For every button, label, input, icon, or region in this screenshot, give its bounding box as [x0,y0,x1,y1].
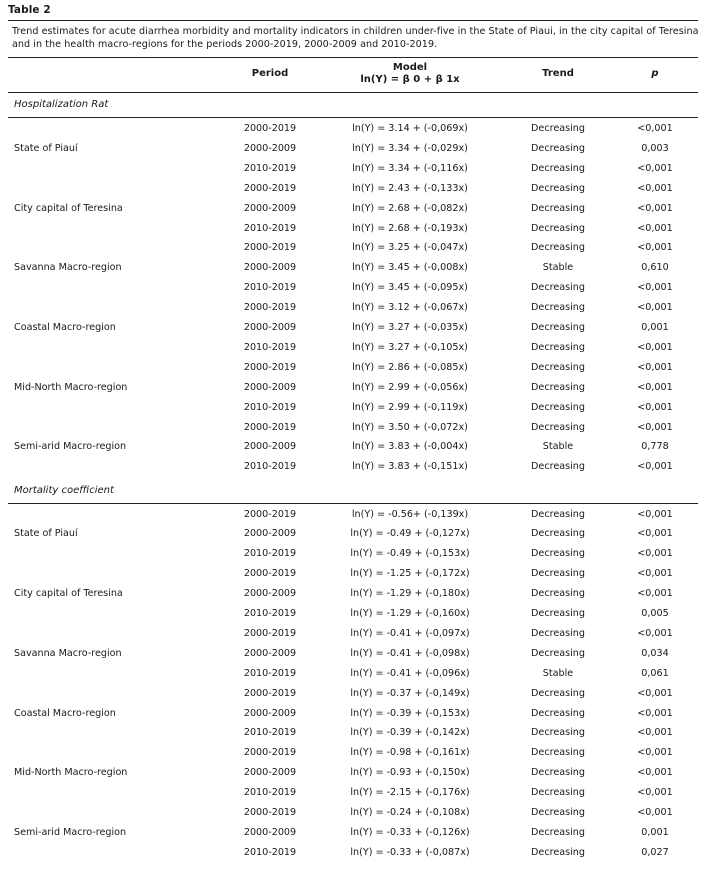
trend-cell: Decreasing [531,282,585,294]
trend-cell: Decreasing [531,222,585,234]
period-cell: 2000-2019 [243,421,297,433]
trend-cell: Decreasing [531,647,585,659]
p-value-cell: 0,778 [641,441,669,453]
trend-cell: Decreasing [531,202,585,214]
header-trend: Trend [542,68,574,79]
p-value-cell: <0,001 [637,381,673,393]
model-cell: ln(Y) = 3.12 + (-0,067x) [352,302,468,314]
p-value-cell: 0,001 [641,826,669,838]
trend-cell: Decreasing [531,242,585,254]
header-bottom-rule [8,92,698,93]
p-value-cell: 0,034 [641,647,669,659]
p-value-cell: <0,001 [637,302,673,314]
region-label: State of Piauí [14,528,78,540]
table-label: Table 2 [8,4,51,16]
model-cell: ln(Y) = 2.99 + (-0,119x) [352,401,468,413]
p-value-cell: <0,001 [637,767,673,779]
model-cell: ln(Y) = 3.83 + (-0,004x) [352,441,468,453]
model-cell: ln(Y) = -1.29 + (-0,180x) [350,588,470,600]
table-row [0,684,706,704]
model-cell: ln(Y) = 3.27 + (-0,035x) [352,322,468,333]
model-cell: ln(Y) = -1.25 + (-0,172x) [350,568,470,580]
trend-cell: Decreasing [531,588,585,600]
model-cell: ln(Y) = -0.33 + (-0,126x) [350,826,470,838]
period-cell: 2000-2009 [243,381,297,393]
model-cell: ln(Y) = -0.98 + (-0,161x) [350,747,470,759]
model-cell: ln(Y) = -0.56+ (-0,139x) [351,508,469,520]
trend-cell: Decreasing [531,608,585,619]
table-row [0,624,706,644]
trend-cell: Decreasing [531,826,585,838]
model-cell: ln(Y) = 2.68 + (-0,193x) [352,222,468,234]
trend-cell: Decreasing [531,322,585,333]
region-label: City capital of Teresina [14,202,123,214]
p-value-cell: 0,005 [641,608,669,619]
trend-cell: Decreasing [531,627,585,639]
model-cell: ln(Y) = 3.83 + (-0,151x) [352,461,468,473]
model-cell: ln(Y) = 3.45 + (-0,008x) [352,262,468,274]
trend-cell: Decreasing [531,182,585,194]
trend-cell: Decreasing [531,787,585,799]
trend-cell: Decreasing [531,548,585,560]
model-cell: ln(Y) = 3.45 + (-0,095x) [352,282,468,294]
trend-cell: Decreasing [531,707,585,719]
trend-cell: Decreasing [531,341,585,353]
table-row [0,743,706,763]
table-row [0,278,706,298]
region-label: State of Piauí [14,142,78,154]
table-row [0,584,706,604]
p-value-cell: <0,001 [637,222,673,234]
p-value-cell: <0,001 [637,282,673,294]
period-cell: 2000-2009 [243,441,297,453]
p-value-cell: <0,001 [637,727,673,739]
table-row [0,704,706,724]
period-cell: 2010-2019 [243,787,297,799]
p-value-cell: <0,001 [637,361,673,373]
trend-cell: Decreasing [531,747,585,759]
model-cell: ln(Y) = 3.25 + (-0,047x) [352,242,468,254]
table-row [0,564,706,584]
period-cell: 2010-2019 [243,461,297,473]
period-cell: 2000-2009 [243,707,297,719]
period-cell: 2010-2019 [243,341,297,353]
period-cell: 2010-2019 [243,846,297,858]
header-p: p [651,68,659,79]
period-cell: 2010-2019 [243,667,297,679]
table-row [0,418,706,438]
p-value-cell: <0,001 [637,687,673,699]
trend-cell: Decreasing [531,687,585,699]
period-cell: 2000-2019 [243,568,297,580]
model-cell: ln(Y) = 2.68 + (-0,082x) [352,202,468,214]
table-row [0,505,706,525]
table-row [0,544,706,564]
p-value-cell: <0,001 [637,162,673,174]
model-cell: ln(Y) = -0.39 + (-0,142x) [350,727,470,739]
table-row [0,179,706,199]
trend-cell: Decreasing [531,142,585,154]
p-value-cell: <0,001 [637,202,673,214]
model-cell: ln(Y) = -2.15 + (-0,176x) [350,787,470,799]
table-row [0,338,706,358]
table-row [0,358,706,378]
trend-cell: Decreasing [531,807,585,818]
period-cell: 2000-2009 [243,142,297,154]
model-cell: ln(Y) = 3.27 + (-0,105x) [352,341,468,353]
table-row [0,524,706,544]
region-label: Mid-North Macro-region [14,767,128,779]
table-row [0,378,706,398]
region-label: Savanna Macro-region [14,647,122,659]
table-row [0,823,706,843]
p-value-cell: <0,001 [637,508,673,520]
table-row [0,644,706,664]
period-cell: 2000-2019 [243,807,297,818]
period-cell: 2000-2019 [243,123,297,134]
model-cell: ln(Y) = 2.86 + (-0,085x) [352,361,468,373]
model-cell: ln(Y) = 2.43 + (-0,133x) [352,182,468,194]
model-cell: ln(Y) = -1.29 + (-0,160x) [350,608,470,619]
p-value-cell: <0,001 [637,242,673,254]
period-cell: 2010-2019 [243,162,297,174]
period-cell: 2000-2009 [243,262,297,274]
p-value-cell: <0,001 [637,627,673,639]
header-top-rule [8,57,698,58]
trend-cell: Decreasing [531,381,585,393]
header-model-line1: Model [392,62,428,73]
p-value-cell: <0,001 [637,461,673,473]
table-row [0,159,706,179]
table-row [0,139,706,159]
period-cell: 2000-2019 [243,627,297,639]
model-cell: ln(Y) = -0.41 + (-0,098x) [350,647,470,659]
trend-cell: Decreasing [531,767,585,779]
trend-cell: Decreasing [531,528,585,540]
model-cell: ln(Y) = 3.50 + (-0,072x) [352,421,468,433]
region-label: Coastal Macro-region [14,322,116,333]
model-cell: ln(Y) = 2.99 + (-0,056x) [352,381,468,393]
model-cell: ln(Y) = -0.41 + (-0,097x) [350,627,470,639]
p-value-cell: <0,001 [637,528,673,540]
trend-cell: Stable [542,441,574,453]
model-cell: ln(Y) = 3.14 + (-0,069x) [352,123,468,134]
table-row [0,783,706,803]
period-cell: 2000-2019 [243,302,297,314]
period-cell: 2010-2019 [243,727,297,739]
p-value-cell: 0,027 [641,846,669,858]
table-row [0,604,706,624]
table-row [0,199,706,219]
table-row [0,238,706,258]
p-value-cell: <0,001 [637,548,673,560]
model-cell: ln(Y) = -0.39 + (-0,153x) [350,707,470,719]
section-title-mortality: Mortality coefficient [14,485,114,496]
table-row [0,258,706,278]
period-cell: 2000-2019 [243,687,297,699]
p-value-cell: 0,003 [641,142,669,154]
region-label: Semi-arid Macro-region [14,441,127,453]
table-row [0,843,706,863]
table-row [0,763,706,783]
model-cell: ln(Y) = -0.93 + (-0,150x) [350,767,470,779]
p-value-cell: 0,001 [641,322,669,333]
trend-cell: Decreasing [531,461,585,473]
p-value-cell: <0,001 [637,787,673,799]
p-value-cell: <0,001 [637,588,673,600]
header-model-line2: ln(Y) = β 0 + β 1x [360,74,460,85]
region-label: Semi-arid Macro-region [14,826,127,838]
period-cell: 2000-2009 [243,202,297,214]
trend-cell: Decreasing [531,727,585,739]
trend-cell: Decreasing [531,846,585,858]
top-rule [8,20,698,21]
region-label: Coastal Macro-region [14,707,116,719]
trend-cell: Decreasing [531,508,585,520]
header-period: Period [251,68,289,79]
period-cell: 2000-2019 [243,242,297,254]
section-rule-hospitalization [8,117,698,118]
period-cell: 2000-2019 [243,747,297,759]
p-value-cell: <0,001 [637,707,673,719]
p-value-cell: <0,001 [637,182,673,194]
p-value-cell: <0,001 [637,123,673,134]
section-title-hospitalization: Hospitalization Rat [14,99,109,110]
p-value-cell: <0,001 [637,341,673,353]
period-cell: 2010-2019 [243,222,297,234]
trend-cell: Decreasing [531,401,585,413]
p-value-cell: <0,001 [637,421,673,433]
p-value-cell: <0,001 [637,401,673,413]
period-cell: 2010-2019 [243,401,297,413]
period-cell: 2010-2019 [243,282,297,294]
model-cell: ln(Y) = 3.34 + (-0,029x) [352,142,468,154]
period-cell: 2000-2009 [243,647,297,659]
p-value-cell: 0,610 [641,262,669,274]
table-row [0,664,706,684]
region-label: City capital of Teresina [14,588,123,600]
period-cell: 2000-2009 [243,322,297,333]
table-row [0,219,706,239]
period-cell: 2010-2019 [243,548,297,560]
trend-cell: Decreasing [531,123,585,134]
trend-cell: Stable [542,262,574,274]
period-cell: 2010-2019 [243,608,297,619]
region-label: Savanna Macro-region [14,262,122,274]
region-label: Mid-North Macro-region [14,381,128,393]
trend-cell: Decreasing [531,302,585,314]
trend-cell: Decreasing [531,162,585,174]
trend-cell: Decreasing [531,421,585,433]
p-value-cell: <0,001 [637,568,673,580]
p-value-cell: <0,001 [637,807,673,818]
model-cell: ln(Y) = -0.49 + (-0,127x) [350,528,470,540]
table-row [0,298,706,318]
period-cell: 2000-2009 [243,528,297,540]
model-cell: ln(Y) = -0.33 + (-0,087x) [350,846,470,858]
table-row [0,398,706,418]
model-cell: ln(Y) = -0.24 + (-0,108x) [350,807,470,818]
table-row [0,803,706,823]
period-cell: 2000-2019 [243,508,297,520]
trend-cell: Decreasing [531,361,585,373]
table-row [0,437,706,457]
table-row [0,457,706,477]
model-cell: ln(Y) = -0.49 + (-0,153x) [350,548,470,560]
period-cell: 2000-2019 [243,182,297,194]
table-row [0,723,706,743]
model-cell: ln(Y) = -0.37 + (-0,149x) [350,687,470,699]
period-cell: 2000-2019 [243,361,297,373]
table-caption: Trend estimates for acute diarrhea morbidity and mortality indicators in children under-five in the State of Piaui, in the city capital of Teresina and in the health macro-regions for the periods 2000-2019, 2000-2009 and 2010-2019. [12,26,699,50]
model-cell: ln(Y) = 3.34 + (-0,116x) [352,162,468,174]
model-cell: ln(Y) = -0.41 + (-0,096x) [350,667,470,679]
p-value-cell: 0,061 [641,667,669,679]
period-cell: 2000-2009 [243,767,297,779]
table-row [0,119,706,139]
p-value-cell: <0,001 [637,747,673,759]
period-cell: 2000-2009 [243,826,297,838]
trend-cell: Stable [542,667,574,679]
trend-cell: Decreasing [531,568,585,580]
table-row [0,318,706,338]
period-cell: 2000-2009 [243,588,297,600]
